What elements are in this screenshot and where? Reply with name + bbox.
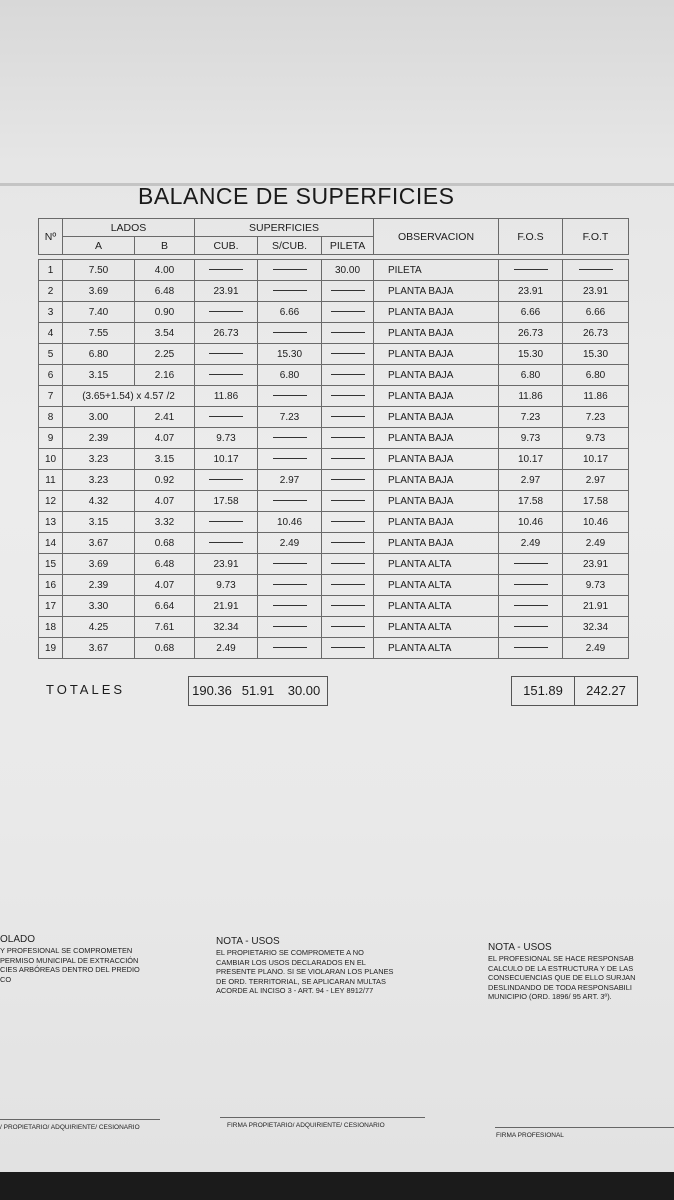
empty-dash	[331, 542, 365, 543]
empty-dash	[514, 269, 548, 270]
cell-scub	[258, 575, 322, 596]
cell-pileta	[322, 344, 374, 365]
cell-pileta	[322, 575, 374, 596]
cell-no: 2	[39, 281, 63, 302]
cell-lado-a: 4.32	[63, 491, 135, 512]
cell-fot: 10.46	[563, 512, 629, 533]
cell-observacion: PLANTA BAJA	[374, 449, 499, 470]
empty-dash	[331, 374, 365, 375]
empty-dash	[331, 563, 365, 564]
cell-pileta	[322, 407, 374, 428]
cell-cub: 23.91	[195, 281, 258, 302]
cell-lado-b: 4.00	[135, 260, 195, 281]
cell-lado-b: 6.48	[135, 554, 195, 575]
empty-dash	[331, 395, 365, 396]
cell-fos: 10.17	[499, 449, 563, 470]
totals-pileta: 30.00	[287, 683, 321, 698]
empty-dash	[273, 269, 307, 270]
empty-dash	[331, 311, 365, 312]
empty-dash	[273, 647, 307, 648]
cell-lado-b: 3.32	[135, 512, 195, 533]
cell-lado-a: 3.15	[63, 365, 135, 386]
cell-fos	[499, 260, 563, 281]
header-row-1	[39, 219, 629, 237]
cell-cub	[195, 407, 258, 428]
cell-pileta	[322, 596, 374, 617]
table-row	[39, 323, 629, 344]
cell-lado-b: 0.90	[135, 302, 195, 323]
cell-scub: 6.80	[258, 365, 322, 386]
cell-fos: 26.73	[499, 323, 563, 344]
surface-balance-table	[38, 218, 629, 659]
note-left-line: PERMISO MUNICIPAL DE EXTRACCIÓN	[0, 955, 139, 965]
note-right	[488, 942, 674, 1002]
empty-dash	[514, 626, 548, 627]
cell-fos: 2.49	[499, 533, 563, 554]
cell-scub: 2.49	[258, 533, 322, 554]
totals-scub: 51.91	[241, 683, 275, 698]
cell-lado-b: 2.41	[135, 407, 195, 428]
cell-fos	[499, 554, 563, 575]
empty-dash	[331, 353, 365, 354]
empty-dash	[209, 311, 243, 312]
cell-scub	[258, 449, 322, 470]
empty-dash	[273, 437, 307, 438]
cell-scub	[258, 428, 322, 449]
cell-observacion: PLANTA BAJA	[374, 491, 499, 512]
cell-pileta	[322, 512, 374, 533]
cell-no: 4	[39, 323, 63, 344]
empty-dash	[209, 542, 243, 543]
cell-observacion: PLANTA BAJA	[374, 512, 499, 533]
cell-fot: 6.66	[563, 302, 629, 323]
table-row	[39, 638, 629, 659]
cell-observacion: PLANTA ALTA	[374, 554, 499, 575]
note-middle-line: CAMBIAR LOS USOS DECLARADOS EN EL	[216, 957, 366, 967]
note-left-line: CO	[0, 974, 12, 984]
cell-lado-a: 3.69	[63, 554, 135, 575]
cell-cub: 10.17	[195, 449, 258, 470]
cell-cub	[195, 302, 258, 323]
cell-fos	[499, 617, 563, 638]
note-left-line: Y PROFESIONAL SE COMPROMETEN	[0, 946, 133, 955]
cell-pileta	[322, 449, 374, 470]
cell-no: 6	[39, 365, 63, 386]
cell-pileta	[322, 554, 374, 575]
cell-cub: 9.73	[195, 428, 258, 449]
header-lados: LADOS	[63, 219, 195, 237]
cell-cub	[195, 260, 258, 281]
note-middle-line: DE ORD. TERRITORIAL, SE APLICARAN MULTAS	[216, 976, 386, 986]
cell-lado-a: 2.39	[63, 575, 135, 596]
cell-pileta	[322, 302, 374, 323]
table-row	[39, 302, 629, 323]
header-scub: S/CUB.	[258, 237, 322, 255]
empty-dash	[514, 605, 548, 606]
cell-fos: 10.46	[499, 512, 563, 533]
table-row	[39, 596, 629, 617]
table-row	[39, 617, 629, 638]
cell-no: 1	[39, 260, 63, 281]
cell-observacion: PLANTA BAJA	[374, 470, 499, 491]
empty-dash	[331, 290, 365, 291]
cell-no: 3	[39, 302, 63, 323]
table-row	[39, 281, 629, 302]
cell-observacion: PLANTA ALTA	[374, 575, 499, 596]
cell-lado-b: 6.48	[135, 281, 195, 302]
cell-fos: 6.66	[499, 302, 563, 323]
header-a: A	[63, 237, 135, 255]
header-superficies: SUPERFICIES	[195, 219, 374, 237]
empty-dash	[273, 605, 307, 606]
cell-cub	[195, 533, 258, 554]
cell-scub	[258, 281, 322, 302]
cell-lado-a: 6.80	[63, 344, 135, 365]
table-row	[39, 365, 629, 386]
cell-fot	[563, 260, 629, 281]
cell-lado-b: 3.54	[135, 323, 195, 344]
cell-scub	[258, 554, 322, 575]
totals-cub: 190.36	[192, 683, 232, 698]
empty-dash	[273, 395, 307, 396]
empty-dash	[209, 416, 243, 417]
totals-label: TOTALES	[46, 682, 126, 697]
header-b: B	[135, 237, 195, 255]
cell-fos	[499, 596, 563, 617]
header-observacion: OBSERVACION	[374, 219, 499, 255]
cell-no: 11	[39, 470, 63, 491]
header-cub: CUB.	[195, 237, 258, 255]
cell-fot: 21.91	[563, 596, 629, 617]
cell-no: 13	[39, 512, 63, 533]
cell-lado-a: 2.39	[63, 428, 135, 449]
cell-observacion: PLANTA BAJA	[374, 407, 499, 428]
empty-dash	[331, 458, 365, 459]
cell-pileta	[322, 386, 374, 407]
cell-fos: 6.80	[499, 365, 563, 386]
cell-lado-b: 0.68	[135, 533, 195, 554]
empty-dash	[273, 332, 307, 333]
empty-dash	[209, 374, 243, 375]
signature-line-middle	[220, 1117, 425, 1118]
cell-fot: 17.58	[563, 491, 629, 512]
cell-fot: 10.17	[563, 449, 629, 470]
cell-fos: 11.86	[499, 386, 563, 407]
empty-dash	[273, 626, 307, 627]
cell-lado-b: 2.25	[135, 344, 195, 365]
table-body	[39, 260, 629, 659]
cell-lado-b: 4.07	[135, 428, 195, 449]
header-fos: F.O.S	[499, 219, 563, 255]
cell-lado-b: 0.92	[135, 470, 195, 491]
cell-fot: 9.73	[563, 428, 629, 449]
signature-label-right: FIRMA PROFESIONAL	[496, 1132, 564, 1139]
cell-no: 19	[39, 638, 63, 659]
cell-fos: 15.30	[499, 344, 563, 365]
note-middle	[216, 936, 446, 996]
table-row	[39, 512, 629, 533]
cell-scub	[258, 260, 322, 281]
cell-lado-a: 3.30	[63, 596, 135, 617]
table-row	[39, 491, 629, 512]
cell-cub	[195, 365, 258, 386]
empty-dash	[331, 500, 365, 501]
cell-lado-a: 7.55	[63, 323, 135, 344]
cell-no: 5	[39, 344, 63, 365]
cell-fot: 32.34	[563, 617, 629, 638]
cell-cub: 32.34	[195, 617, 258, 638]
cell-fot: 2.49	[563, 533, 629, 554]
cell-no: 7	[39, 386, 63, 407]
cell-lado-b: 4.07	[135, 491, 195, 512]
totals-row	[38, 676, 628, 706]
cell-pileta	[322, 470, 374, 491]
cell-no: 15	[39, 554, 63, 575]
cell-pileta: 30.00	[322, 260, 374, 281]
cell-observacion: PLANTA BAJA	[374, 365, 499, 386]
cell-cub: 2.49	[195, 638, 258, 659]
table-row	[39, 428, 629, 449]
cell-pileta	[322, 617, 374, 638]
cell-scub	[258, 617, 322, 638]
cell-no: 12	[39, 491, 63, 512]
cell-lado-a: 3.69	[63, 281, 135, 302]
totals-surface-box	[188, 676, 328, 706]
empty-dash	[331, 416, 365, 417]
table-row	[39, 386, 629, 407]
note-right-line: CONSECUENCIAS QUE DE ELLO SURJAN	[488, 973, 636, 982]
cell-lado-a: 3.00	[63, 407, 135, 428]
signature-label-middle: FIRMA PROPIETARIO/ ADQUIRIENTE/ CESIONARIO	[227, 1122, 385, 1129]
cell-observacion: PILETA	[374, 260, 499, 281]
cell-no: 14	[39, 533, 63, 554]
cell-fot: 11.86	[563, 386, 629, 407]
header-fot: F.O.T	[563, 219, 629, 255]
totals-fot: 242.27	[574, 676, 638, 706]
cell-observacion: PLANTA BAJA	[374, 428, 499, 449]
table-row	[39, 554, 629, 575]
empty-dash	[273, 500, 307, 501]
cell-observacion: PLANTA BAJA	[374, 302, 499, 323]
note-left-line: CIES ARBÓREAS DENTRO DEL PREDIO	[0, 965, 140, 974]
cell-observacion: PLANTA ALTA	[374, 638, 499, 659]
empty-dash	[331, 437, 365, 438]
cell-pileta	[322, 533, 374, 554]
cell-fot: 9.73	[563, 575, 629, 596]
cell-cub: 11.86	[195, 386, 258, 407]
cell-scub: 6.66	[258, 302, 322, 323]
note-middle-line: EL PROPIETARIO SE COMPROMETE A NO	[216, 948, 364, 957]
note-right-line: DESLINDANDO DE TODA RESPONSABILI	[488, 982, 632, 992]
cell-observacion: PLANTA BAJA	[374, 281, 499, 302]
cell-fos: 2.97	[499, 470, 563, 491]
cell-pileta	[322, 638, 374, 659]
empty-dash	[273, 584, 307, 585]
empty-dash	[273, 563, 307, 564]
cell-cub: 26.73	[195, 323, 258, 344]
empty-dash	[273, 458, 307, 459]
note-right-heading: NOTA - USOS	[488, 942, 552, 953]
cell-fot: 2.97	[563, 470, 629, 491]
cell-fos	[499, 575, 563, 596]
cell-pileta	[322, 491, 374, 512]
note-middle-line: ACORDE AL INCISO 3 - ART. 94 - LEY 8912/77	[216, 986, 374, 995]
cell-fot: 6.80	[563, 365, 629, 386]
cell-fot: 2.49	[563, 638, 629, 659]
empty-dash	[331, 332, 365, 333]
cell-observacion: PLANTA ALTA	[374, 617, 499, 638]
cell-lado-a: 4.25	[63, 617, 135, 638]
cell-lado-b: 7.61	[135, 617, 195, 638]
cell-pileta	[322, 428, 374, 449]
cell-observacion: PLANTA BAJA	[374, 323, 499, 344]
empty-dash	[331, 521, 365, 522]
cell-fos	[499, 638, 563, 659]
cell-fos: 17.58	[499, 491, 563, 512]
cell-fos: 7.23	[499, 407, 563, 428]
table-row	[39, 533, 629, 554]
table-row	[39, 260, 629, 281]
cell-pileta	[322, 365, 374, 386]
table-row	[39, 449, 629, 470]
cell-no: 8	[39, 407, 63, 428]
cell-lado-b: 3.15	[135, 449, 195, 470]
cell-cub	[195, 344, 258, 365]
empty-dash	[331, 626, 365, 627]
cell-pileta	[322, 281, 374, 302]
cell-fos: 23.91	[499, 281, 563, 302]
table-row	[39, 407, 629, 428]
cell-no: 10	[39, 449, 63, 470]
empty-dash	[273, 290, 307, 291]
empty-dash	[331, 647, 365, 648]
cell-observacion: PLANTA BAJA	[374, 533, 499, 554]
cell-fos: 9.73	[499, 428, 563, 449]
signature-line-left	[0, 1119, 160, 1120]
cell-cub	[195, 512, 258, 533]
cell-lados-formula: (3.65+1.54) x 4.57 /2	[63, 386, 195, 407]
note-right-line: MUNICIPIO (ORD. 1896/ 95 ART. 3º).	[488, 992, 612, 1001]
cell-lado-a: 3.67	[63, 533, 135, 554]
totals-fos: 151.89	[511, 676, 575, 706]
note-middle-line: PRESENTE PLANO. SI SE VIOLARAN LOS PLANES	[216, 967, 394, 976]
note-right-line: CALCULO DE LA ESTRUCTURA Y DE LAS	[488, 963, 634, 973]
cell-scub: 2.97	[258, 470, 322, 491]
signature-label-left: / PROPIETARIO/ ADQUIRIENTE/ CESIONARIO	[0, 1124, 140, 1131]
cell-fot: 7.23	[563, 407, 629, 428]
cell-lado-a: 7.40	[63, 302, 135, 323]
signature-line-right	[495, 1127, 674, 1128]
cell-observacion: PLANTA BAJA	[374, 386, 499, 407]
cell-observacion: PLANTA ALTA	[374, 596, 499, 617]
cell-scub	[258, 323, 322, 344]
cell-cub	[195, 470, 258, 491]
cell-scub	[258, 491, 322, 512]
cell-pileta	[322, 323, 374, 344]
cell-lado-a: 3.67	[63, 638, 135, 659]
note-right-line: EL PROFESIONAL SE HACE RESPONSAB	[488, 954, 634, 963]
cell-fot: 26.73	[563, 323, 629, 344]
cell-cub: 23.91	[195, 554, 258, 575]
cell-lado-a: 3.23	[63, 449, 135, 470]
document-title: BALANCE DE SUPERFICIES	[138, 183, 455, 209]
cell-lado-b: 2.16	[135, 365, 195, 386]
cell-no: 18	[39, 617, 63, 638]
cell-lado-a: 3.15	[63, 512, 135, 533]
cell-lado-b: 0.68	[135, 638, 195, 659]
cell-no: 16	[39, 575, 63, 596]
cell-no: 9	[39, 428, 63, 449]
cell-no: 17	[39, 596, 63, 617]
table-row	[39, 470, 629, 491]
empty-dash	[209, 521, 243, 522]
header-no: Nº	[39, 219, 63, 255]
cell-cub: 9.73	[195, 575, 258, 596]
cell-lado-a: 7.50	[63, 260, 135, 281]
empty-dash	[209, 479, 243, 480]
table-row	[39, 575, 629, 596]
cell-fot: 23.91	[563, 281, 629, 302]
cell-fot: 15.30	[563, 344, 629, 365]
note-middle-heading: NOTA - USOS	[216, 936, 280, 947]
cell-scub: 7.23	[258, 407, 322, 428]
cell-scub: 10.46	[258, 512, 322, 533]
cell-fot: 23.91	[563, 554, 629, 575]
cell-cub: 17.58	[195, 491, 258, 512]
empty-dash	[331, 479, 365, 480]
cell-lado-b: 4.07	[135, 575, 195, 596]
empty-dash	[514, 584, 548, 585]
header-pileta: PILETA	[322, 237, 374, 255]
cell-scub	[258, 596, 322, 617]
cell-observacion: PLANTA BAJA	[374, 344, 499, 365]
empty-dash	[579, 269, 613, 270]
empty-dash	[331, 605, 365, 606]
empty-dash	[209, 269, 243, 270]
cell-scub: 15.30	[258, 344, 322, 365]
note-left-heading: OLADO	[0, 934, 36, 945]
empty-dash	[514, 647, 548, 648]
cell-scub	[258, 386, 322, 407]
cell-lado-b: 6.64	[135, 596, 195, 617]
note-left	[0, 934, 185, 984]
cell-scub	[258, 638, 322, 659]
empty-dash	[209, 353, 243, 354]
table-row	[39, 344, 629, 365]
cell-lado-a: 3.23	[63, 470, 135, 491]
empty-dash	[514, 563, 548, 564]
cell-cub: 21.91	[195, 596, 258, 617]
empty-dash	[331, 584, 365, 585]
